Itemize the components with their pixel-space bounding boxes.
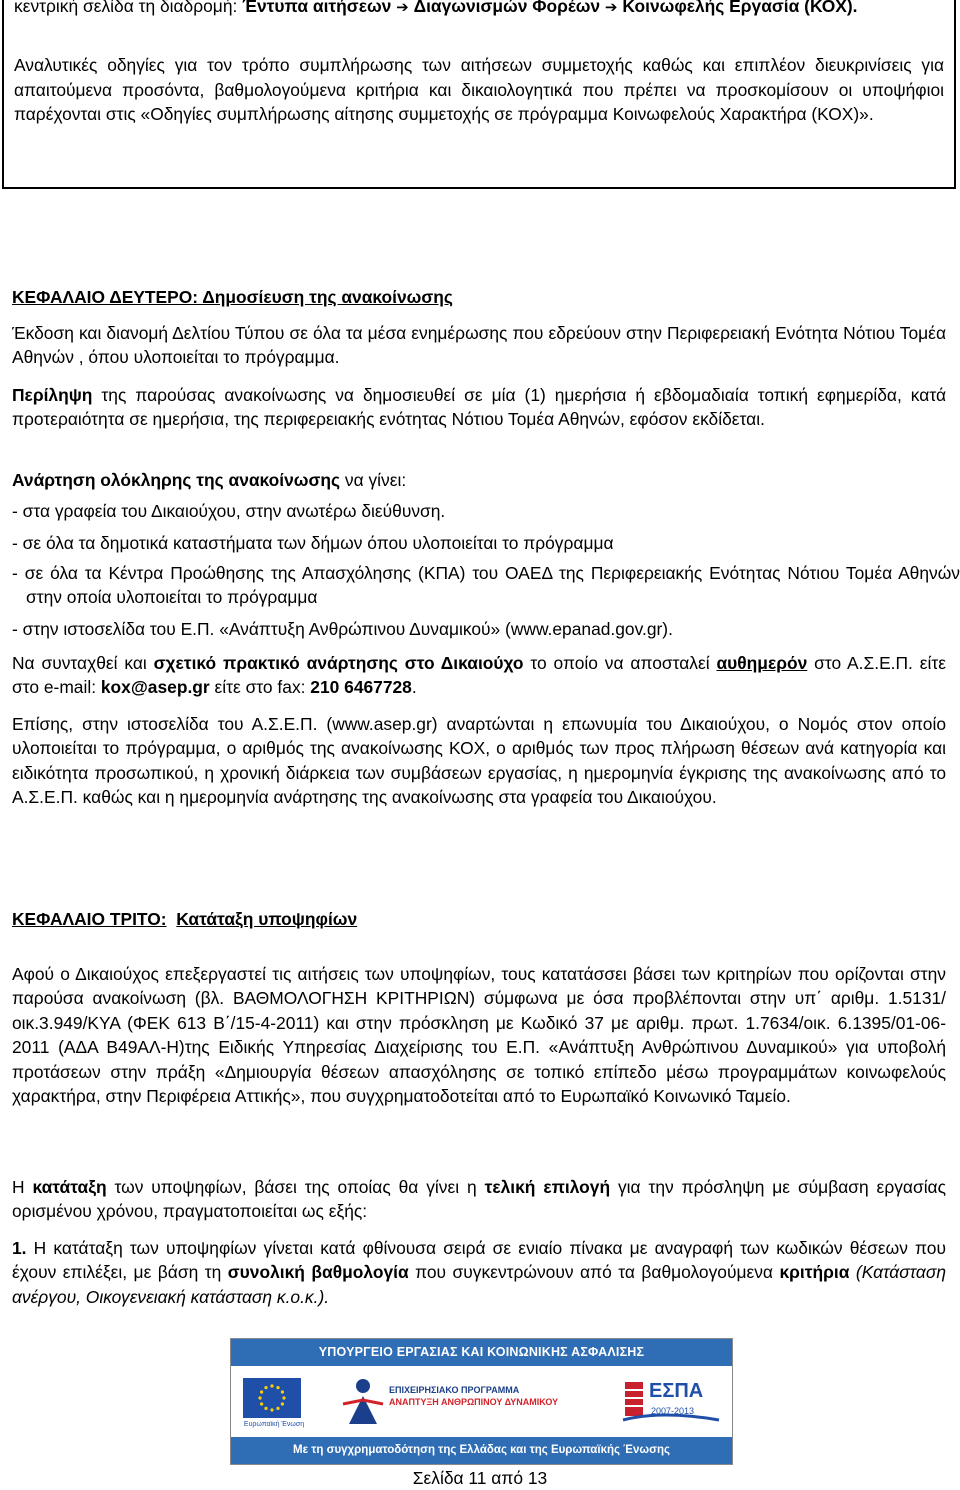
chapter3-paragraph-2 xyxy=(12,1175,946,1224)
bold-underlined-text: αυθημερόν xyxy=(716,653,808,673)
text: είτε στο fax: xyxy=(209,677,311,698)
guidance-paragraph: Αναλυτικές οδηγίες για τον τρόπο συμπλήρωσης των αιτήσεων συμμετοχής καθώς και επιπλέον διευκρινίσεις για απαιτούμενα προσόντα, βαθμολογούμενα κριτήρια και δικαιολογητικά που πρέπει να προσκομίσουν οι υποψήφιοι παρέχονται στις «Οδηγίες συμπλήρωσης αίτησης συμμετοχής σε πρόγραμμα Κοινωφελούς Χαρακτήρα (ΚΟΧ)». xyxy=(14,55,944,125)
italic-text: (Κατάσταση ανέργου, Οικογενειακή κατάσταση κ.ο.κ.). xyxy=(12,1262,946,1307)
logos-row xyxy=(231,1366,732,1438)
chapter2-paragraph-2 xyxy=(12,383,946,432)
fax-number: 210 6467728 xyxy=(310,677,412,698)
ministry-title: ΥΠΟΥΡΓΕΙΟ ΕΡΓΑΣΙΑΣ ΚΑΙ ΚΟΙΝΩΝΙΚΗΣ ΑΣΦΑΛΙΣΗΣ xyxy=(231,1339,732,1366)
posting-text: να γίνει: xyxy=(340,470,407,490)
program-name xyxy=(389,1384,589,1408)
eu-label: Ευρωπαϊκή Ένωση xyxy=(243,1421,305,1428)
chapter3-paragraph-1: Αφού ο Δικαιούχος επεξεργαστεί τις αιτήσεις των υποψηφίων, τους κατατάσσει βάσει των κριτηρίων που ορίζονται στην παρούσα ανακοίνωση (βλ. ΒΑΘΜΟΛΟΓΗΣΗ ΚΡΙΤΗΡΙΩΝ) σύμφωνα με όσα προβλέπονται στην υπ΄ αριθμ. 1.5131/οικ.3.949/ΚΥΑ (ΦΕΚ 613 Β΄/15-4-2011) και στην πρόσκληση με Κωδικό 37 με αριθμ. πρωτ. 1.7634/οικ. 6.1395/01-06-2011 (ΑΔΑ Β49ΑΛ-Η)της Ειδικής Υπηρεσίας Διαχείρισης του Ε.Π. «Ανάπτυξη Ανθρώπινου Δυναμικού» για υποβολή προτάσεων στην πράξη «Δημιουργία θέσεων απασχόλησης σε τοπικό επίπεδο μέσω προγραμμάτων κοινωφελούς χαρακτήρα, στην Περιφέρεια Αττικής», που συγχρηματοδοτείται από το Ευρωπαϊκό Κοινωνικό Ταμείο. xyxy=(12,964,946,1107)
posting-term: Ανάρτηση ολόκληρης της ανακοίνωσης xyxy=(12,470,341,490)
arrow-right-icon: ➔ xyxy=(396,0,409,16)
cofunding-text: Με τη συγχρηματοδότηση της Ελλάδας και της Ευρωπαϊκής Ένωσης xyxy=(231,1437,732,1464)
list-item: - σε όλα τα δημοτικά καταστήματα των δήμων όπου υλοποιείται το πρόγραμμα xyxy=(12,533,614,553)
chapter3-heading-b: Κατάταξη υποψηφίων xyxy=(176,909,358,929)
item-number: 1. xyxy=(12,1238,27,1258)
chapter3-paragraph-3 xyxy=(12,1236,946,1309)
path-step-3: Κοινωφελής Εργασία (ΚΟΧ). xyxy=(622,0,858,16)
path-prefix: κεντρική σελίδα τη διαδρομή: xyxy=(14,0,243,16)
arrow-right-icon: ➔ xyxy=(604,0,618,16)
chapter2-paragraph-5: Επίσης, στην ιστοσελίδα του Α.Σ.Ε.Π. (www.asep.gr) αναρτώνται η επωνυμία του Δικαιούχου, ο Νομός στον οποίο υλοποιείται το πρόγραμμα, ο αριθμός της ανακοίνωσης ΚΟΧ, ο αριθμός των προς πλήρωση θέσεων ανά κατηγορία και ειδικότητα προσωπικού, η χρονική διάρκεια των συμβάσεων εργασίας, η ημερομηνία έγκρισης της ανακοίνωσης από το Α.Σ.Ε.Π. καθώς και η ημερομηνία ανάρτησης της ανακοίνωσης στα γραφεία του Δικαιούχου. xyxy=(12,714,946,808)
path-line xyxy=(14,0,944,19)
text: για την πρόσληψη με σύμβαση εργασίας ορισμένου χρόνου, πραγματοποιείται ως εξής: xyxy=(12,1177,946,1222)
text: Η κατάταξη των υποψηφίων γίνεται κατά φθίνουσα σειρά σε ενιαίο πίνακα με αναγραφή των κωδικών θέσεων που έχουν επιλέξει, με βάση τη xyxy=(12,1238,946,1283)
summary-text: της παρούσας ανακοίνωσης να δημοσιευθεί σε μία (1) ημερήσια ή εβδομαδιαία τοπική εφημερίδα, κατά προτεραιότητα σε ημερήσια, της περιφερειακής ενότητας Νότιου Τομέα Αθηνών, εφόσον εκδίδεται. xyxy=(12,385,946,430)
text: Να συνταχθεί και xyxy=(12,653,154,673)
espa-label: ΕΣΠΑ xyxy=(649,1380,704,1402)
bold-text: σχετικό πρακτικό ανάρτησης στο Δικαιούχο xyxy=(153,653,524,673)
bold-text: κατάταξη xyxy=(32,1177,107,1197)
info-box xyxy=(2,0,956,189)
chapter2-paragraph-4 xyxy=(12,651,946,700)
text: των υποψηφίων, βάσει της οποίας θα γίνει η xyxy=(106,1177,485,1197)
chapter2-heading: ΚΕΦΑΛΑΙΟ ΔΕΥΤΕΡΟ: Δημοσίευση της ανακοίνωσης xyxy=(12,287,453,307)
bold-text: συνολική βαθμολογία xyxy=(227,1262,409,1283)
list-item: - στην ιστοσελίδα του Ε.Π. «Ανάπτυξη Ανθρώπινου Δυναμικού» (www.epanad.gov.gr). xyxy=(12,619,673,639)
bold-text: τελική επιλογή xyxy=(484,1177,611,1197)
text: στο Α.Σ.Ε.Π. είτε στο e-mail: xyxy=(12,653,946,698)
chapter3-heading xyxy=(12,907,946,931)
text: . xyxy=(411,677,417,698)
email-address: kox@asep.gr xyxy=(100,677,210,698)
chapter2-paragraph-1: Έκδοση και διανομή Δελτίου Τύπου σε όλα τα μέσα ενημέρωσης που εδρεύουν στην Περιφερειακή Ενότητα Νότιου Τομέα Αθηνών , όπου υλοποιείται το πρόγραμμα. xyxy=(12,323,946,368)
funding-banner xyxy=(230,1338,733,1465)
list-item: - σε όλα τα Κέντρα Προώθησης της Απασχόλησης (ΚΠΑ) του ΟΑΕΔ της Περιφερειακής Ενότητας Νότιου Τομέα Αθηνών στην οποία υλοποιείται το πρόγραμμα xyxy=(12,563,960,608)
text: Η xyxy=(12,1177,33,1197)
text: που συγκεντρώνουν από τα βαθμολογούμενα xyxy=(408,1262,780,1283)
eu-flag-icon xyxy=(243,1378,301,1418)
chapter2-paragraph-3 xyxy=(12,468,946,492)
summary-term: Περίληψη xyxy=(12,385,93,405)
chapter3-heading-a: ΚΕΦΑΛΑΙΟ ΤΡΙΤΟ: xyxy=(12,909,167,929)
espa-years: 2007-2013 xyxy=(651,1406,695,1416)
bold-text: κριτήρια xyxy=(779,1262,850,1283)
program-line-2: ΑΝΑΠΤΥΞΗ ΑΝΘΡΩΠΙΝΟΥ ΔΥΝΑΜΙΚΟΥ xyxy=(389,1397,559,1407)
program-logo-icon xyxy=(341,1374,385,1426)
path-step-1: Έντυπα αιτήσεων xyxy=(242,0,392,16)
text: το οποίο να αποσταλεί xyxy=(523,653,717,673)
page-number: Σελίδα 11 από 13 xyxy=(412,1468,548,1488)
path-step-2: Διαγωνισμών Φορέων xyxy=(413,0,601,16)
list-item: - στα γραφεία του Δικαιούχου, στην ανωτέρω διεύθυνση. xyxy=(12,501,446,521)
program-line-1: ΕΠΙΧΕΙΡΗΣΙΑΚΟ ΠΡΟΓΡΑΜΜΑ xyxy=(389,1385,520,1395)
